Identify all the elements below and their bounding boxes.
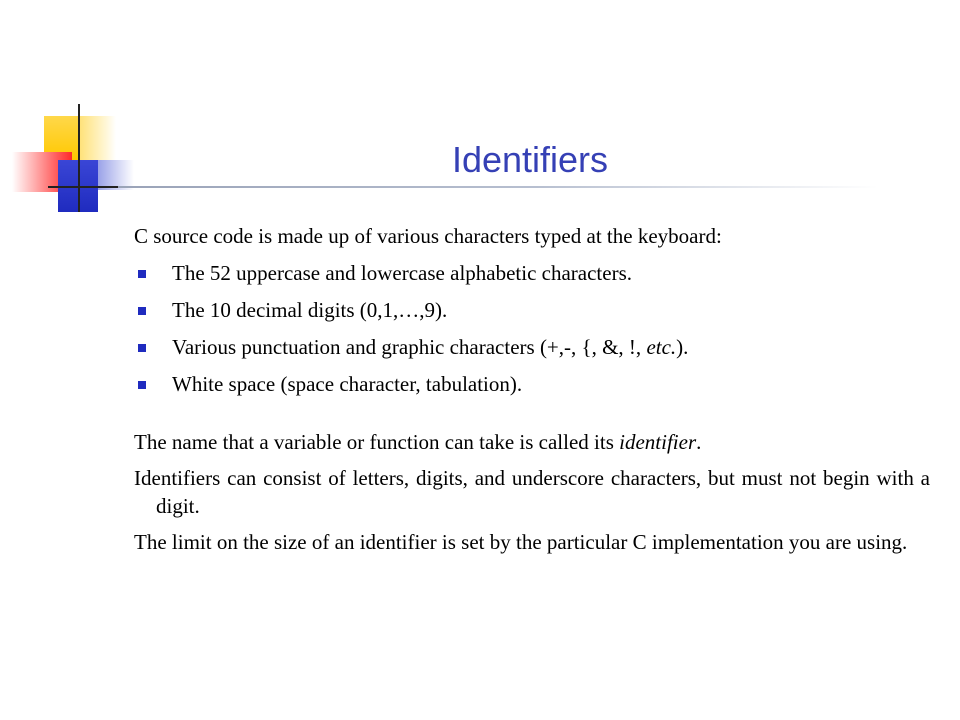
slide-body: [134, 222, 930, 564]
identifier-rules: Identifiers can consist of letters, digits, and underscore characters, but must not begin with a digit.: [134, 466, 930, 518]
definition-term: identifier: [619, 430, 697, 454]
definition-lead: The name that a variable or function can take is called its: [134, 430, 620, 454]
list-item: [134, 259, 930, 287]
square-bullet-icon: [138, 344, 146, 352]
definition-tail: .: [696, 430, 702, 454]
list-item-text: Various punctuation and graphic characters (+,-, {, &, !,: [172, 335, 647, 359]
square-bullet-icon: [138, 270, 146, 278]
list-item-text: White space (space character, tabulation).: [172, 372, 523, 396]
decorative-logo: [0, 0, 140, 230]
identifier-limit: The limit on the size of an identifier is set by the particular C implementation you are using.: [134, 530, 908, 554]
list-item-text: The 10 decimal digits (0,1,…,9).: [172, 298, 448, 322]
square-bullet-icon: [138, 307, 146, 315]
intro-text: C source code is made up of various characters typed at the keyboard:: [134, 224, 722, 248]
list-item-tail: ).: [676, 335, 689, 359]
identifier-definition: [134, 428, 930, 456]
list-item: [134, 370, 930, 398]
list-item-italic: etc.: [646, 335, 677, 359]
list-item: [134, 296, 930, 324]
square-bullet-icon: [138, 381, 146, 389]
title-divider: [118, 186, 878, 188]
bullet-list: [134, 259, 930, 398]
list-item-text: The 52 uppercase and lowercase alphabetic characters.: [172, 261, 633, 285]
slide-title: Identifiers: [451, 139, 609, 180]
list-item: [134, 333, 930, 361]
